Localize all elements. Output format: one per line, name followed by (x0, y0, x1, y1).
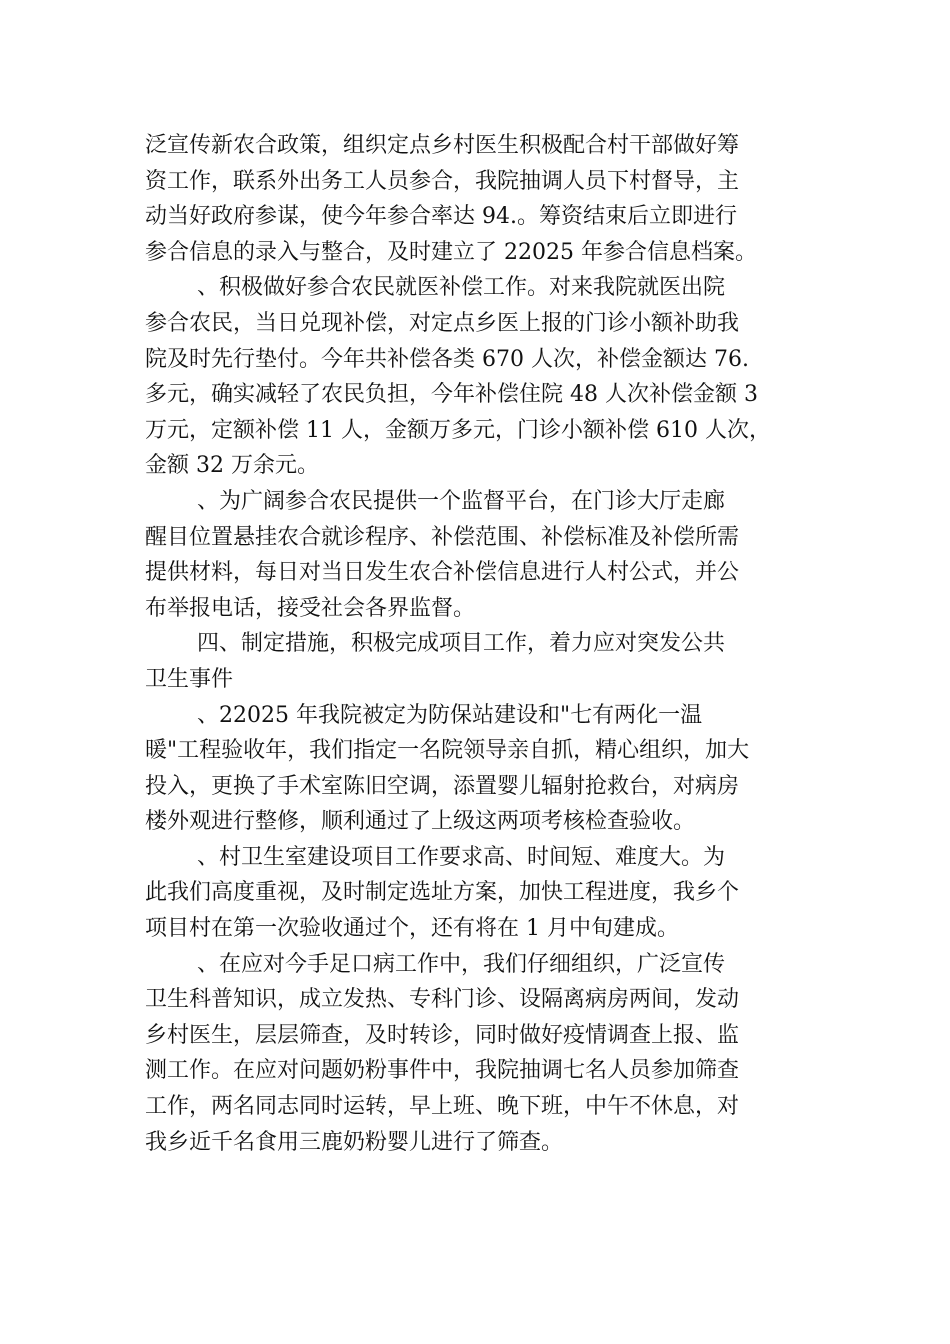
paragraph-5 (145, 698, 810, 840)
text-line: 此我们高度重视，及时制定选址方案，加快工程进度，我乡个 (145, 880, 740, 906)
paragraph-2 (145, 270, 810, 484)
text-line: 测工作。在应对问题奶粉事件中，我院抽调七名人员参加筛查 (145, 1058, 740, 1084)
paragraph-7 (145, 947, 810, 1161)
text-line: 乡村医生，层层筛查，及时转诊，同时做好疫情调查上报、监 (145, 1022, 740, 1048)
text-line: 参合农民，当日兑现补偿，对定点乡医上报的门诊小额补助我 (145, 310, 740, 336)
text-line: 楼外观进行整修，顺利通过了上级这两项考核检查验收。 (145, 809, 696, 835)
text-line: 万元，定额补偿 11 人，金额万多元，门诊小额补偿 610 人次， (145, 417, 771, 443)
text-line: 院及时先行垫付。今年共补偿各类 670 人次，补偿金额达 76. (145, 346, 749, 372)
paragraph-3 (145, 484, 810, 626)
paragraph-6 (145, 840, 810, 947)
text-line: 工作，两名同志同时运转，早上班、晚下班，中午不休息，对 (145, 1094, 740, 1120)
text-line: 、在应对今手足口病工作中，我们仔细组织，广泛宣传 (197, 951, 726, 977)
text-line: 布举报电话，接受社会各界监督。 (145, 595, 476, 621)
text-line: 、积极做好参合农民就医补偿工作。对来我院就医出院 (197, 275, 726, 301)
text-line: 、村卫生室建设项目工作要求高、时间短、难度大。为 (197, 844, 726, 870)
text-line: 四、制定措施，积极完成项目工作，着力应对突发公共 (197, 631, 726, 657)
text-line: 泛宣传新农合政策，组织定点乡村医生积极配合村干部做好筹 (145, 133, 740, 158)
section-heading-4 (145, 626, 810, 697)
text-line: 动当好政府参谋，使今年参合率达 94.。筹资结束后立即进行 (145, 204, 737, 230)
text-line: 金额 32 万余元。 (145, 453, 319, 479)
text-line: 投入，更换了手术室陈旧空调，添置婴儿辐射抢救台，对病房 (145, 773, 740, 799)
text-line: 卫生事件 (145, 666, 234, 692)
text-line: 项目村在第一次验收通过个，还有将在 1 月中旬建成。 (145, 916, 679, 942)
document-body (145, 128, 810, 1160)
text-line: 、为广阔参合农民提供一个监督平台，在门诊大厅走廊 (197, 488, 726, 514)
text-line: 卫生科普知识，成立发热、专科门诊、设隔离病房两间，发动 (145, 987, 740, 1013)
text-line: 参合信息的录入与整合，及时建立了 22025 年参合信息档案。 (145, 239, 757, 265)
text-line: 资工作，联系外出务工人员参合，我院抽调人员下村督导，主 (145, 168, 740, 194)
text-line: 暖"工程验收年，我们指定一名院领导亲自抓，精心组织，加大 (145, 738, 750, 764)
text-line: 醒目位置悬挂农合就诊程序、补偿范围、补偿标准及补偿所需 (145, 524, 740, 550)
text-line: 多元，确实减轻了农民负担，今年补偿住院 48 人次补偿金额 3 (145, 382, 758, 408)
text-line: 提供材料，每日对当日发生农合补偿信息进行人村公式，并公 (145, 560, 740, 586)
paragraph-1 (145, 128, 810, 270)
text-line: 、22025 年我院被定为防保站建设和"七有两化一温 (197, 702, 703, 728)
text-line: 我乡近千名食用三鹿奶粉婴儿进行了筛查。 (145, 1129, 564, 1155)
